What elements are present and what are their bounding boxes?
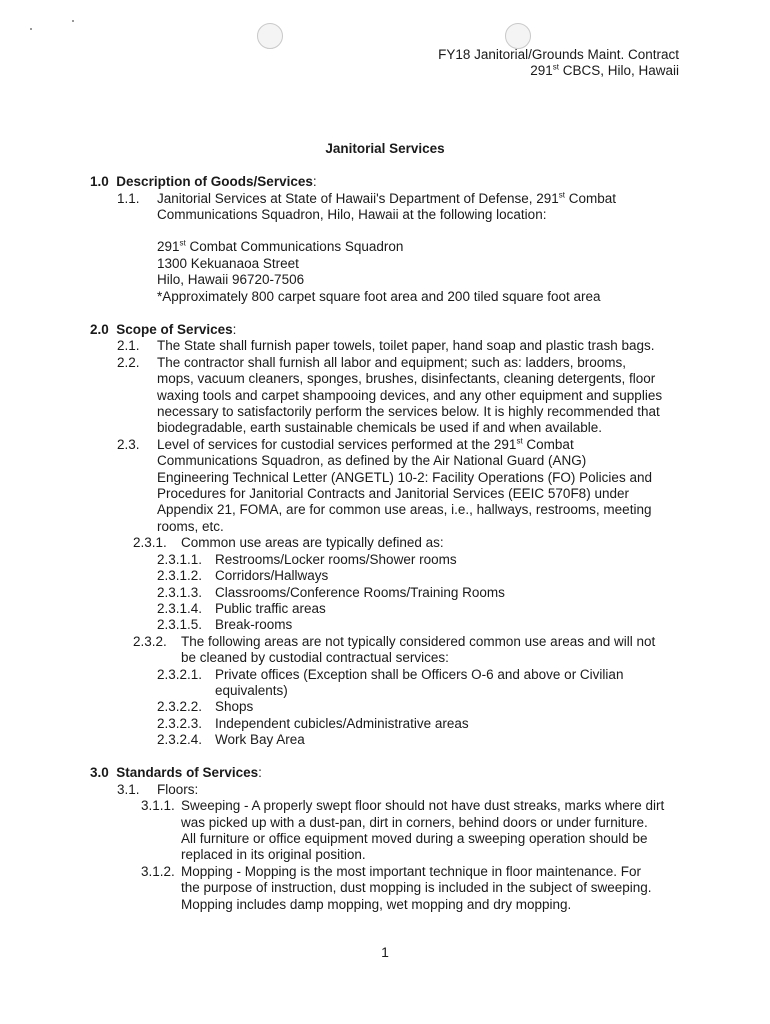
item-2-3-2-text: be cleaned by custodial contractual services: [181,650,449,665]
item-2-2-text: The contractor shall furnish all labor and equipment; such as: ladders, brooms, [157,355,626,370]
item-3-1-number: 3.1. [117,782,140,797]
page-number: 1 [381,944,389,960]
header-contract-line: FY18 Janitorial/Grounds Maint. Contract [438,47,679,62]
item-3-1-1-number: 3.1.1. [141,798,175,813]
item-2-2-text: mops, vacuum cleaners, sponges, brushes, disinfectants, cleaning detergents, floor [157,371,656,386]
list-item-number: 2.3.2.1. [157,667,203,682]
list-item-number: 2.3.2.4. [157,732,203,747]
item-2-3-text: Appendix 21, FOMA, are for common use areas, i.e., hallways, restrooms, meeting [157,502,652,517]
scan-speck [72,20,74,22]
item-2-3-text: Level of services for custodial services performed at the 291st Combat [157,436,574,452]
list-item: Shops [215,699,254,714]
list-item-number: 2.3.1.1. [157,552,203,567]
item-3-1-2-text: Mopping - Mopping is the most important technique in floor maintenance. For [181,864,641,879]
item-3-1-2-number: 3.1.2. [141,864,175,879]
address-line: Hilo, Hawaii 96720-7506 [157,272,305,287]
section-3-heading: 3.0 Standards of Services: [90,765,262,780]
list-item: Break-rooms [215,617,293,632]
item-3-1-1-text: was picked up with a dust-pan, dirt in corners, behind doors or under furniture. [181,815,648,830]
section-1-heading: 1.0 Description of Goods/Services: [90,174,317,189]
header-unit-line: 291st CBCS, Hilo, Hawaii [530,62,679,78]
item-2-1-number: 2.1. [117,338,140,353]
item-2-3-number: 2.3. [117,437,140,452]
list-item-number: 2.3.1.5. [157,617,203,632]
list-item: Work Bay Area [215,732,305,747]
scan-speck [30,28,32,30]
address-line: 291st Combat Communications Squadron [157,238,404,254]
item-2-3-2-text: The following areas are not typically considered common use areas and will not [181,634,656,649]
item-2-2-text: waxing tools and carpet shampooing devices, and any other equipment and supplies [157,388,663,403]
list-item-number: 2.3.2.2. [157,699,203,714]
item-3-1-text: Floors: [157,782,199,797]
punch-hole-left [257,23,283,49]
list-item-number: 2.3.1.3. [157,585,203,600]
item-1-1-number: 1.1. [117,191,140,206]
list-item-number: 2.3.1.2. [157,568,203,583]
address-line: 1300 Kekuanaoa Street [157,256,299,271]
list-item: Public traffic areas [215,601,326,616]
item-2-3-1-text: Common use areas are typically defined as: [181,535,444,550]
item-2-3-2-number: 2.3.2. [133,634,167,649]
item-2-3-1-number: 2.3.1. [133,535,167,550]
list-item: Corridors/Hallways [215,568,329,583]
item-3-1-2-text: Mopping includes damp mopping, wet mopping and dry mopping. [181,897,572,912]
list-item: equivalents) [215,683,288,698]
item-2-2-number: 2.2. [117,355,140,370]
item-2-2-text: necessary to satisfactorily perform the services below. It is highly recommended that [157,404,660,419]
item-2-3-text: Procedures for Janitorial Contracts and Janitorial Services (EEIC 570F8) under [157,486,629,501]
section-2-heading: 2.0 Scope of Services: [90,322,237,337]
item-1-1-text: Communications Squadron, Hilo, Hawaii at the following location: [157,207,547,222]
item-2-2-text: biodegradable, earth sustainable chemicals be used if and when available. [157,420,603,435]
item-2-3-text: Communications Squadron, as defined by the Air National Guard (ANG) [157,453,587,468]
area-note: *Approximately 800 carpet square foot area and 200 tiled square foot area [157,289,601,304]
punch-hole-right [505,23,531,49]
item-3-1-1-text: replaced in its original position. [181,847,366,862]
list-item: Restrooms/Locker rooms/Shower rooms [215,552,457,567]
list-item-number: 2.3.2.3. [157,716,203,731]
item-3-1-1-text: All furniture or office equipment moved during a sweeping operation should be [181,831,648,846]
item-3-1-2-text: the purpose of instruction, dust mopping is included in the subject of sweeping. [181,880,652,895]
item-2-3-text: rooms, etc. [157,519,224,534]
item-2-3-text: Engineering Technical Letter (ANGETL) 10-2: Facility Operations (FO) Policies and [157,470,652,485]
item-1-1-text: Janitorial Services at State of Hawaii's Department of Defense, 291st Combat [157,190,617,206]
list-item: Classrooms/Conference Rooms/Training Rooms [215,585,505,600]
document-header [438,47,679,79]
list-item-number: 2.3.1.4. [157,601,203,616]
list-item: Private offices (Exception shall be Officers O-6 and above or Civilian [215,667,624,682]
document-title: Janitorial Services [325,141,445,156]
item-2-1-text: The State shall furnish paper towels, toilet paper, hand soap and plastic trash bags. [157,338,655,353]
item-3-1-1-text: Sweeping - A properly swept floor should not have dust streaks, marks where dirt [181,798,665,813]
list-item: Independent cubicles/Administrative areas [215,716,469,731]
